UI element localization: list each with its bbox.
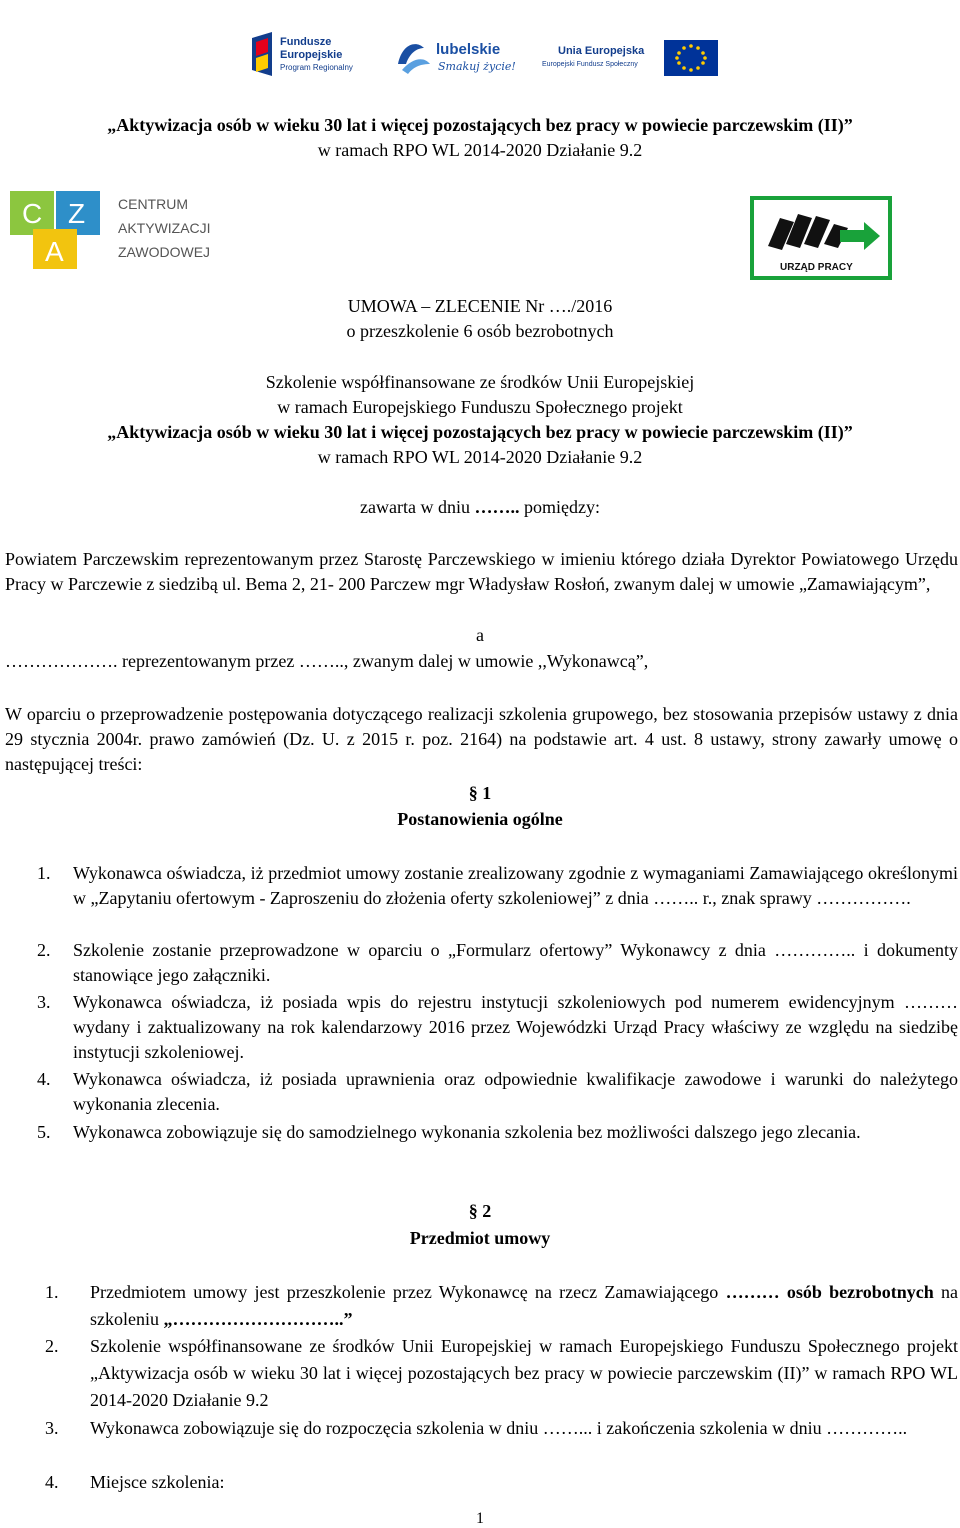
fundusze-europejskie-logo xyxy=(250,30,368,80)
s1-item-text: Wykonawca oświadcza, iż przedmiot umowy zostanie zrealizowany zgodnie z wymaganiami Zamawiającego określonymi w „Zapytaniu ofertowym - Zaproszeniu do złożenia oferty szkoleniowej” z dnia …….. r., znak sprawy ……………. xyxy=(73,863,958,908)
caz-z: Z xyxy=(68,198,86,229)
s1-item-number: 2. xyxy=(37,940,51,960)
lubelskie-emblem-icon xyxy=(394,34,516,78)
contract-title: UMOWA – ZLECENIE Nr …./2016 xyxy=(347,296,613,316)
s1-item-number: 1. xyxy=(37,863,51,883)
dated-prefix: zawarta w dniu xyxy=(360,497,475,517)
s2-item-number: 4. xyxy=(45,1472,59,1492)
intro-paragraph: W oparciu o przeprowadzenie postępowania dotyczącego realizacji szkolenia grupowego, bez stosowania przepisów ustawy z dnia 29 stycznia 2004r. prawo zamówień (Dz. U. z 2015 r. poz. 2164) na podstawie art. 4 ust. 8 ustawy, strony zawarły umowę o następującej treści: xyxy=(5,704,958,774)
caz-c: C xyxy=(22,198,43,229)
cofinance-line1: Szkolenie współfinansowane ze środków Unii Europejskiej xyxy=(265,372,695,392)
centrum-aktywizacji-logo xyxy=(8,185,238,273)
s2-item-text: Szkolenie współfinansowane ze środków Unii Europejskiej w ramach Europejskiego Funduszu Społecznego projekt „Aktywizacja osób w wieku 30 lat i więcej pozostających bez pracy w powiecie parczewskim (II)” w ramach RPO WL 2014-2020 Działanie 9.2 xyxy=(90,1336,958,1410)
s1-item-text: Szkolenie zostanie przeprowadzone w oparciu o „Formularz ofertowy” Wykonawcy z dnia ………….. i dokumenty stanowiące jego załączniki. xyxy=(73,940,958,985)
s1-item-text: Wykonawca oświadcza, iż posiada wpis do rejestru instytucji szkoleniowych pod numerem ewidencyjnym ……… wydany i zaktualizowany na rok kalendarzowy 2016 przez Wojewódzki Urząd Pracy właściwy ze względu na siedzibę instytucji szkoleniowej. xyxy=(73,992,958,1062)
urzad-pracy-emblem-icon xyxy=(754,200,888,276)
dated-suffix: pomiędzy: xyxy=(519,497,600,517)
contract-subject: o przeszkolenie 6 osób bezrobotnych xyxy=(346,321,614,341)
s2-item-number: 1. xyxy=(45,1282,59,1302)
caz-emblem-icon xyxy=(8,185,238,273)
s1-item-number: 4. xyxy=(37,1069,51,1089)
fe-emblem-icon xyxy=(250,30,368,80)
fe-line1: Fundusze xyxy=(280,36,332,48)
s2-item1-b: ……… osób bezrobotnych xyxy=(725,1282,934,1302)
s2-item-number: 3. xyxy=(45,1418,59,1438)
header-title: „Aktywizacja osób w wieku 30 lat i więcej pozostających bez pracy w powiecie parczewskim (II)” xyxy=(107,115,853,135)
lubelskie-slogan: Smakuj życie! xyxy=(438,60,516,73)
section1-mark: § 1 xyxy=(468,783,492,803)
s2-item1-c: na szkoleniu xyxy=(90,1282,958,1329)
s2-item1-a: Przedmiotem umowy jest przeszkolenie przez Wykonawcę na rzecz Zamawiającego xyxy=(90,1282,726,1302)
project-title: „Aktywizacja osób w wieku 30 lat i więcej pozostających bez pracy w powiecie parczewskim (II)” xyxy=(107,422,853,442)
s1-item-number: 5. xyxy=(37,1122,51,1142)
s1-item-number: 3. xyxy=(37,992,51,1012)
caz-line2: AKTYWIZACJI xyxy=(118,220,211,236)
urzad-pracy-logo xyxy=(750,196,892,280)
contract-date-line xyxy=(0,495,960,520)
section1-heading: Postanowienia ogólne xyxy=(397,809,563,829)
s2-item-text: Wykonawca zobowiązuje się do rozpoczęcia szkolenia w dniu ……... i zakończenia szkolenia w dniu ………….. xyxy=(90,1418,908,1438)
eu-flag-icon xyxy=(540,36,720,80)
section2-heading: Przedmiot umowy xyxy=(409,1228,551,1248)
ue-line1: Unia Europejska xyxy=(558,45,645,57)
party-1: Powiatem Parczewskim reprezentowanym przez Starostę Parczewskiego w imieniu którego działa Dyrektor Powiatowego Urzędu Pracy w Parczewie z siedzibą ul. Bema 2, 21- 200 Parczew mgr Władysław Rosłoń, zwanym dalej w umowie „Zamawiającym”, xyxy=(5,549,958,594)
caz-a: A xyxy=(45,236,64,267)
s2-item-number: 2. xyxy=(45,1336,59,1356)
s1-item-text: Wykonawca oświadcza, iż posiada uprawnienia oraz odpowiednie kwalifikacje zawodowe i warunki do należytego wykonania zlecenia. xyxy=(73,1069,958,1114)
lubelskie-logo xyxy=(394,34,516,78)
fe-line3: Program Regionalny xyxy=(280,63,353,72)
cofinance-line2: w ramach Europejskiego Funduszu Społecznego projekt xyxy=(277,397,683,417)
party-2: ………………. reprezentowanym przez …….., zwanym dalej w umowie ,,Wykonawcą”, xyxy=(5,651,649,671)
fe-line2: Europejskie xyxy=(280,49,343,61)
s2-item-text xyxy=(90,1279,958,1333)
section2-mark: § 2 xyxy=(468,1201,492,1221)
ue-line2: Europejski Fundusz Społeczny xyxy=(542,61,638,68)
dated-dots: …….. xyxy=(474,497,520,517)
s2-item1-d: „………………………..” xyxy=(163,1309,353,1329)
unia-europejska-logo xyxy=(540,36,720,80)
s2-item-text: Miejsce szkolenia: xyxy=(90,1472,225,1492)
lubelskie-name: lubelskie xyxy=(436,41,501,58)
project-program: w ramach RPO WL 2014-2020 Działanie 9.2 xyxy=(317,447,643,467)
page-number: 1 xyxy=(476,1510,484,1527)
parties-and: a xyxy=(476,625,484,645)
caz-line1: CENTRUM xyxy=(118,196,188,212)
header-subtitle: w ramach RPO WL 2014-2020 Działanie 9.2 xyxy=(317,140,643,160)
s1-item-text: Wykonawca zobowiązuje się do samodzielnego wykonania szkolenia bez możliwości dalszego jego zlecania. xyxy=(73,1122,861,1142)
caz-line3: ZAWODOWEJ xyxy=(118,244,211,260)
urzad-label: URZĄD PRACY xyxy=(780,262,853,273)
